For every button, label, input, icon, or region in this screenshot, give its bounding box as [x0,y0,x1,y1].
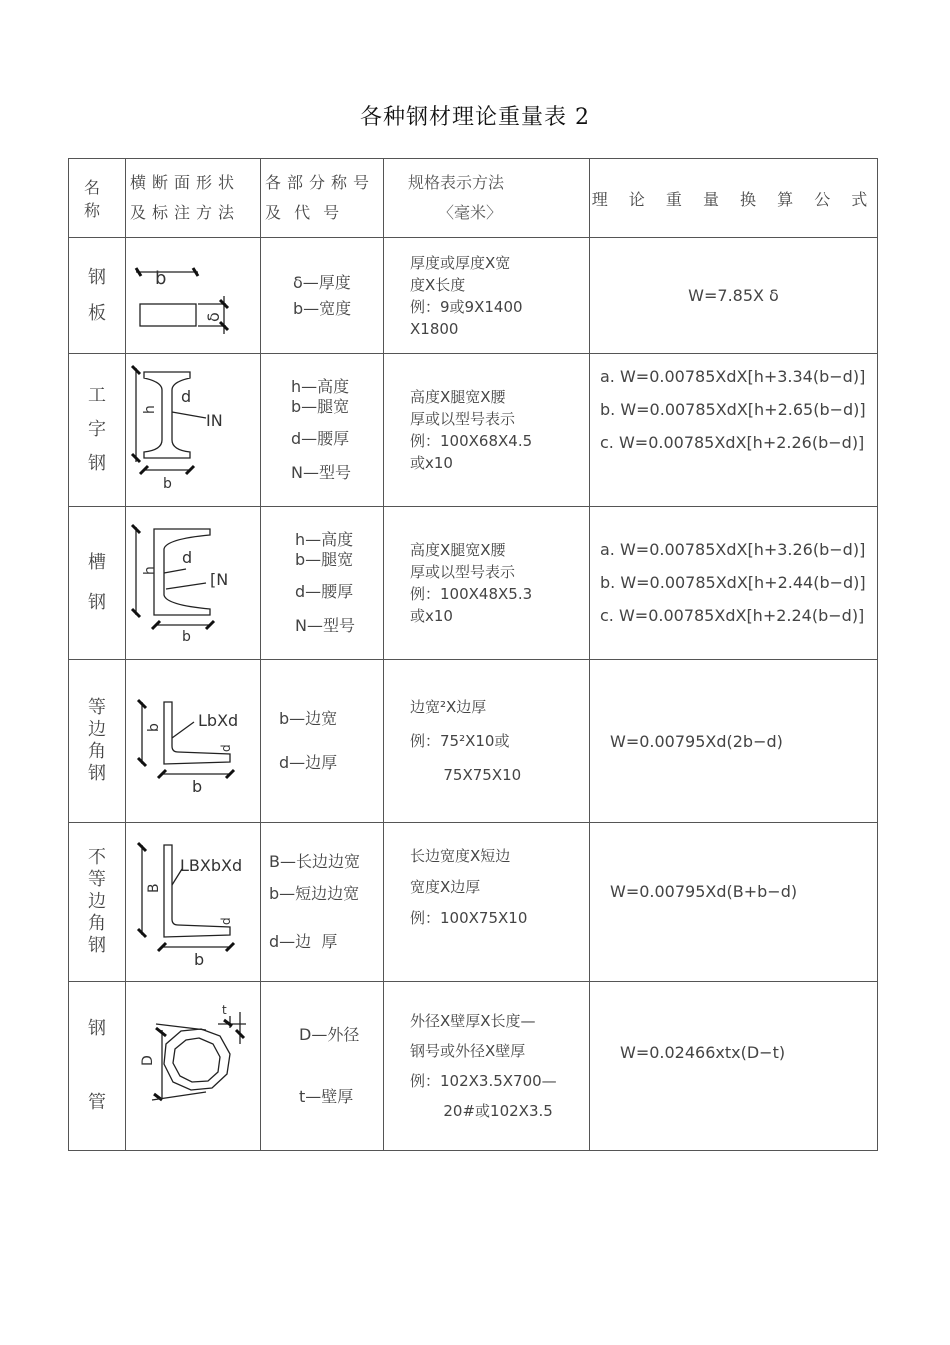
row-spec [384,354,590,507]
pipe-label-t: t [222,1003,227,1017]
unequal-angle-label-b-long: B [146,883,162,893]
header-formula: 理 论 重 量 换 算 公 式 [590,159,878,238]
equal-angle-diagram [126,660,261,823]
part-item: B—长边边宽 [269,852,360,871]
spec-line: 例：100X48X5.3 [410,585,533,603]
equal-angle-label-b: b [192,777,203,796]
spec-line: 或x10 [410,607,453,625]
header-spec-line1: 规格表示方法 [408,173,505,192]
spec-line: 外径X壁厚X长度— [410,1012,536,1030]
row-formula [590,238,878,354]
spec-line: 宽度X边厚 [410,878,481,896]
name-char: 边 [88,719,106,740]
part-item: d—边厚 [279,753,338,772]
header-row [69,159,878,238]
spec-line: 长边宽度X短边 [410,847,511,865]
spec-line: 例：75²X10或 [410,732,510,750]
unequal-angle-label-b: b [194,950,205,969]
unequal-angle-label-d: d [219,917,233,925]
spec-line: 例：9或9X1400 [410,297,523,316]
channel-label-b: b [182,629,191,645]
channel-diagram [126,507,261,660]
row-formula [590,507,878,660]
name-char: 钢 [88,453,106,474]
row-spec [384,238,590,354]
spec-line: 厚或以型号表示 [410,410,516,428]
plate-label-b: b [155,268,167,289]
i-beam-diagram [126,354,261,507]
name-char: 等 [88,869,106,890]
row-parts [261,507,384,660]
row-spec [384,507,590,660]
steel-weight-table [68,158,878,1151]
name-char: 钢 [88,592,106,613]
spec-line: 度X长度 [410,275,466,294]
name-char: 等 [88,697,106,718]
name-char: 板 [88,302,106,324]
row-steel-pipe [69,982,878,1151]
header-spec-line2: 〈毫米〉 [438,203,503,222]
part-item: N—型号 [295,616,355,635]
formula-line: W=0.00795Xd(2b−d) [610,731,783,751]
spec-line: 例：100X68X4.5 [410,432,533,450]
name-char: 不 [88,847,106,868]
name-char: 钢 [88,266,106,288]
row-formula [590,660,878,823]
part-item: D—外径 [299,1025,360,1044]
header-section-line2: 及标注方法 [130,203,241,222]
name-char: 角 [88,741,106,762]
header-parts-line2: 及 代 号 [265,203,344,222]
part-item: b—腿宽 [291,397,350,416]
spec-line: 例：100X75X10 [410,909,528,927]
header-spec [384,159,590,238]
row-parts [261,982,384,1151]
row-spec [384,982,590,1151]
equal-angle-label-b-vertical: b [146,723,162,732]
spec-line: 钢号或外径X壁厚 [410,1042,526,1060]
row-spec [384,660,590,823]
part-item: b—短边边宽 [269,884,360,903]
equal-angle-label-d: d [219,744,233,752]
i-beam-label-b: b [163,476,172,492]
row-equal-angle [69,660,878,823]
equal-angle-label-lbxd: LbXd [198,711,239,730]
channel-label-n: [N [210,570,229,589]
spec-line: 高度X腿宽X腰 [410,541,506,559]
spec-line: 或x10 [410,454,453,472]
row-channel [69,507,878,660]
row-steel-plate [69,238,878,354]
spec-line: 厚或以型号表示 [410,563,516,581]
spec-line: 厚度或厚度X宽 [410,253,511,272]
formula-line: c. W=0.00785XdX[h+2.26(b−d)] [600,433,865,452]
row-name [69,238,126,354]
row-name [69,982,126,1151]
name-char: 角 [88,913,106,934]
part-item: d—边 厚 [269,932,338,951]
pipe-diagram [126,982,261,1151]
formula-line: a. W=0.00785XdX[h+3.34(b−d)] [600,367,866,386]
header-section [126,159,261,238]
row-name [69,823,126,982]
row-name [69,354,126,507]
spec-line: X1800 [410,319,459,338]
formula-line: b. W=0.00785XdX[h+2.44(b−d)] [600,573,866,592]
name-char: 管 [88,1092,106,1113]
row-i-beam [69,354,878,507]
part-item: h—高度 [291,377,350,396]
formula-line: W=7.85X δ [688,286,779,305]
channel-label-h: h [142,566,158,575]
part-item: b—腿宽 [295,550,354,569]
spec-line: 例：102X3.5X700— [410,1072,557,1090]
name-char: 钢 [88,935,106,956]
name-char: 槽 [88,552,106,573]
header-parts [261,159,384,238]
part-item: d—腰厚 [291,429,350,448]
unequal-angle-label-lbxbxd: LBXbXd [180,856,243,875]
row-formula [590,354,878,507]
i-beam-label-n: IN [206,411,223,430]
header-parts-line1: 各部分称号 [265,173,376,192]
row-unequal-angle [69,823,878,982]
i-beam-label-h: h [142,405,158,414]
name-char: 工 [88,385,106,406]
row-parts [261,238,384,354]
row-formula [590,982,878,1151]
name-char: 边 [88,891,106,912]
part-item: d—腰厚 [295,582,354,601]
formula-line: b. W=0.00785XdX[h+2.65(b−d)] [600,400,866,419]
part-item: N—型号 [291,463,351,482]
part-item: h—高度 [295,530,354,549]
spec-line: 75X75X10 [410,766,522,784]
row-parts [261,354,384,507]
row-parts [261,660,384,823]
page-title: 各种钢材理论重量表 2 [360,105,590,130]
channel-label-d: d [182,548,193,567]
part-item: b—边宽 [279,709,338,728]
row-name [69,660,126,823]
spec-line: 高度X腿宽X腰 [410,388,506,406]
formula-line: W=0.02466xtx(D−t) [620,1043,786,1062]
name-char: 钢 [88,1018,106,1039]
plate-label-delta: δ [204,312,223,322]
header-name: 名 称 [69,159,126,238]
spec-line: 边宽²X边厚 [410,698,487,716]
name-char: 钢 [88,763,106,784]
part-item: t—壁厚 [299,1087,354,1106]
plate-diagram [126,238,261,354]
pipe-label-d: D [140,1055,156,1066]
row-formula [590,823,878,982]
formula-line: a. W=0.00785XdX[h+3.26(b−d)] [600,540,866,559]
row-name [69,507,126,660]
row-parts [261,823,384,982]
formula-line: W=0.00795Xd(B+b−d) [610,882,798,901]
i-beam-label-d: d [181,387,192,406]
header-section-line1: 横断面形状 [130,173,241,192]
part-item: δ—厚度 [293,272,351,292]
formula-line: c. W=0.00785XdX[h+2.24(b−d)] [600,606,865,625]
spec-line: 20#或102X3.5 [410,1102,553,1120]
unequal-angle-diagram [126,823,261,982]
name-char: 字 [88,419,106,440]
part-item: b—宽度 [293,298,352,318]
row-spec [384,823,590,982]
